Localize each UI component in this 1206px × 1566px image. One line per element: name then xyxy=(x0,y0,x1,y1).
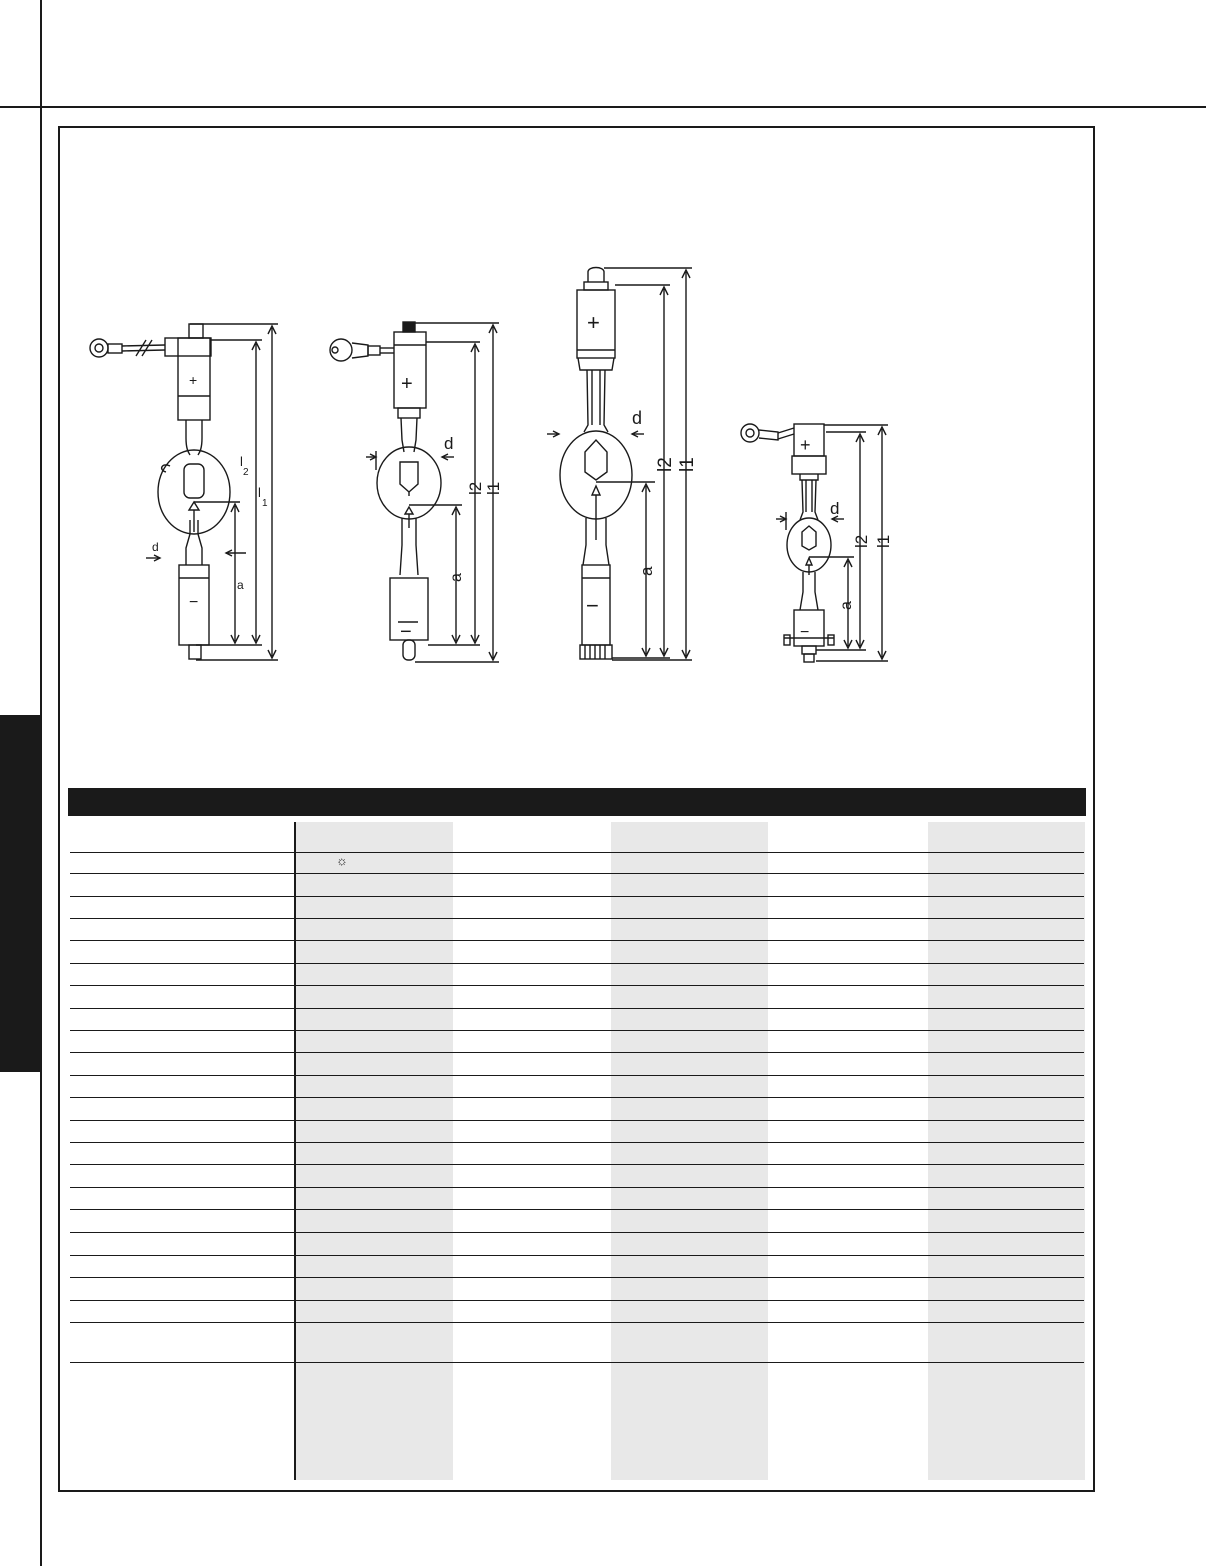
lamp2-cathode-label: − xyxy=(400,621,412,643)
table-row xyxy=(70,1362,1084,1363)
table-label-column-separator xyxy=(294,822,296,1480)
lamp3-cathode-label: − xyxy=(586,593,599,618)
lamp-dimension-drawings xyxy=(0,0,1206,700)
table-row xyxy=(70,1097,1084,1098)
table-row xyxy=(70,1008,1084,1009)
lamp-drawing-1 xyxy=(90,324,278,660)
table-row xyxy=(70,963,1084,964)
lamp2-l2-label: l2 xyxy=(466,481,485,495)
table-row xyxy=(70,940,1084,941)
lamp3-d-label: d xyxy=(632,408,643,428)
lamp2-d-label: d xyxy=(444,434,454,453)
table-row xyxy=(70,1277,1084,1278)
table-row xyxy=(70,1300,1084,1301)
table-row xyxy=(70,896,1084,897)
lamp4-cathode-label: − xyxy=(800,624,810,641)
table-header-bar xyxy=(68,788,1086,816)
lamp2-l1-label: l1 xyxy=(484,481,503,495)
lamp4-anode-label: + xyxy=(800,435,811,455)
table-row xyxy=(70,918,1084,919)
table-row xyxy=(70,1142,1084,1143)
table-row xyxy=(70,1120,1084,1121)
table-column-1-shade xyxy=(296,822,453,1480)
table-row xyxy=(70,1030,1084,1031)
table-row xyxy=(70,1075,1084,1076)
table-row xyxy=(70,1187,1084,1188)
lamp4-d-label: d xyxy=(830,499,840,518)
table-row xyxy=(70,1209,1084,1210)
lamp2-anode-label: + xyxy=(401,373,413,395)
table-row xyxy=(70,1052,1084,1053)
lamp4-l2-label: l2 xyxy=(852,534,871,548)
lamp3-l1-label: l1 xyxy=(677,457,698,472)
lamp1-l2-subscript: 2 xyxy=(243,467,249,478)
lamp1-l1-label: l xyxy=(258,485,261,500)
lamp1-anode-label: + xyxy=(189,372,198,388)
lamp1-a-label: a xyxy=(237,578,244,592)
lamp3-a-label: a xyxy=(637,566,656,576)
table-row xyxy=(70,873,1084,874)
sun-symbol-icon: ☼ xyxy=(336,853,348,868)
lamp1-l1-subscript: 1 xyxy=(262,498,268,509)
table-row xyxy=(70,1232,1084,1233)
lamp4-l1-label: l1 xyxy=(874,534,893,548)
lamp3-l2-label: l2 xyxy=(655,457,676,472)
section-side-tab xyxy=(0,715,40,1072)
lamp3-anode-label: + xyxy=(587,310,600,335)
lamp1-d-label: d xyxy=(152,540,159,554)
table-row xyxy=(70,1164,1084,1165)
table-row xyxy=(70,1322,1084,1323)
table-row xyxy=(70,1255,1084,1256)
lamp1-cathode-label: − xyxy=(189,594,199,611)
table-column-3-shade xyxy=(611,822,768,1480)
lamp1-l2-label: l xyxy=(240,454,243,469)
lamp4-a-label: a xyxy=(838,601,855,610)
table-row xyxy=(70,985,1084,986)
lamp2-a-label: a xyxy=(448,573,465,582)
table-column-5-shade xyxy=(928,822,1085,1480)
table-row xyxy=(70,852,1084,853)
